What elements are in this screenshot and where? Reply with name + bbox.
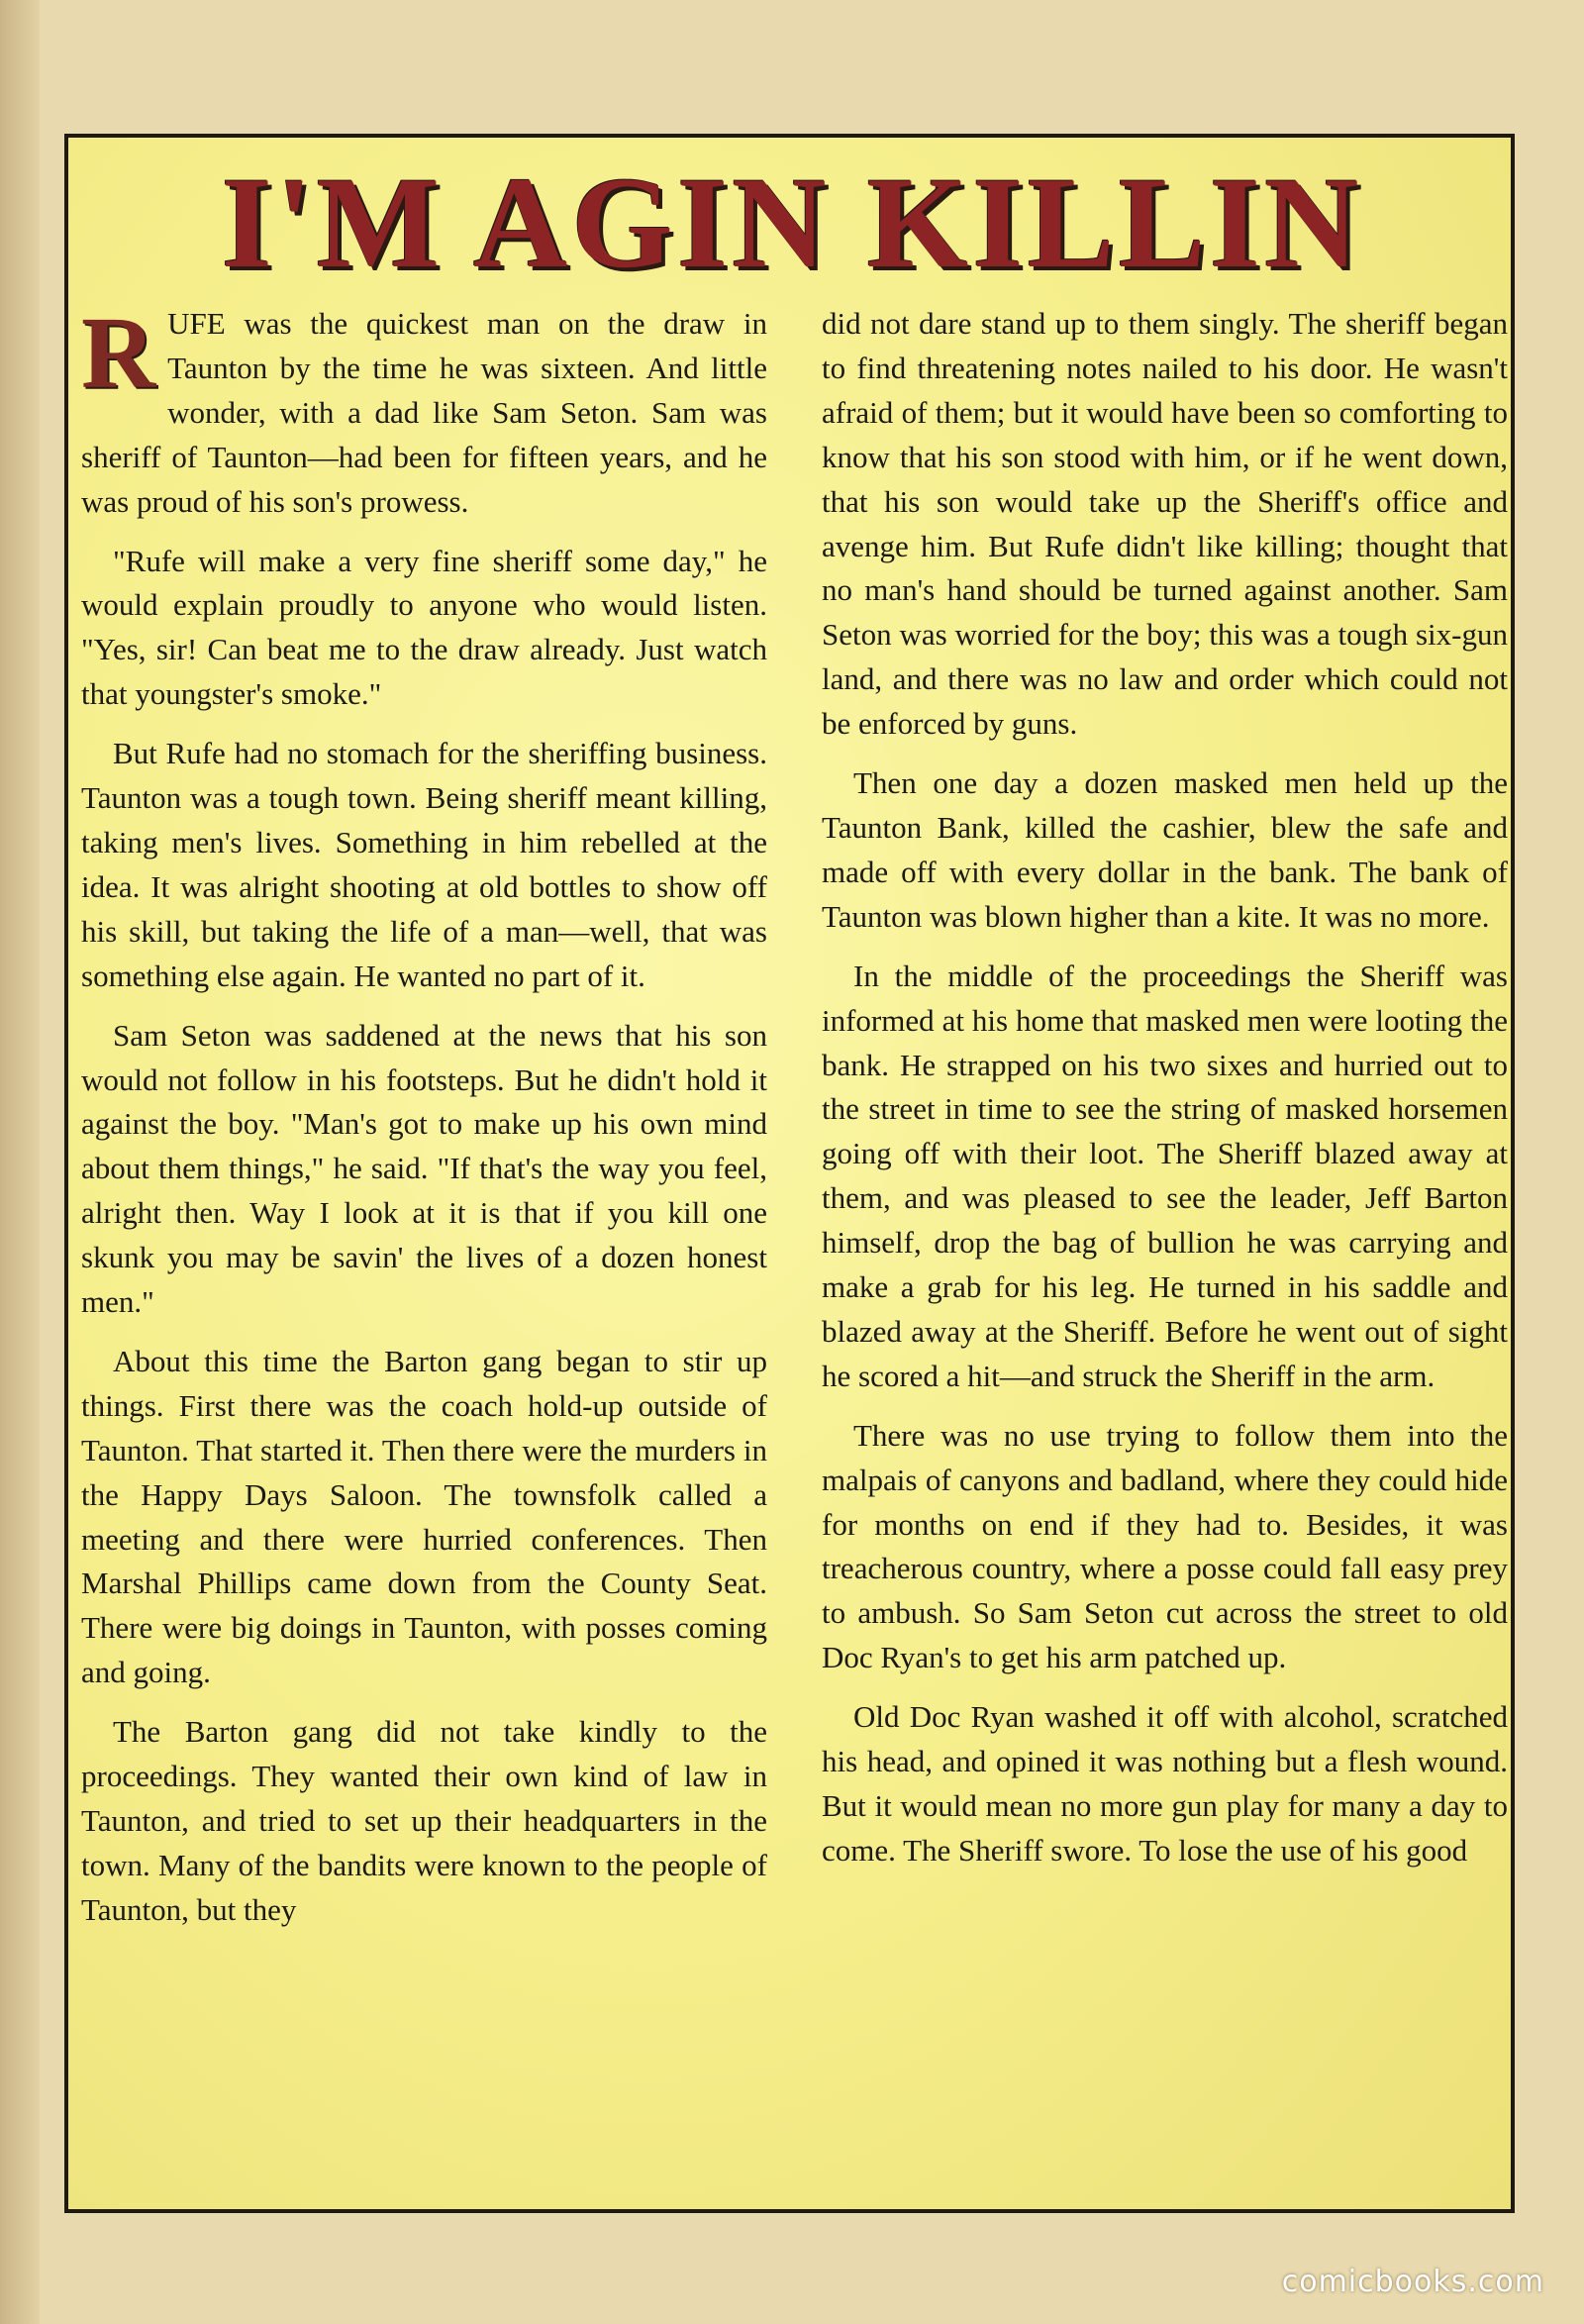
paragraph: Old Doc Ryan washed it off with alcohol, scratched his head, and opined it was nothing but a flesh wound. But it would mean no more gun play for many a day to come. The Sheriff swore. To lose the use of his good	[822, 1699, 1508, 1868]
story-title: I'M AGIN KILLIN	[221, 150, 1363, 295]
drop-cap-letter: R	[81, 296, 156, 410]
right-column	[822, 302, 1508, 1888]
paragraph: did not dare stand up to them singly. The sheriff began to find threatening notes nailed to his door. He wasn't afraid of them; but it would have been so comforting to know that his son stood with him, or if he went down, that his son would take up the Sheriff's office and avenge him. But Rufe didn't like killing; thought that no man's hand should be turned against another. Sam Seton was worried for the boy; this was a tough six-gun land, and there was no law and order which could not be enforced by guns.	[822, 306, 1508, 742]
paragraph: The Barton gang did not take kindly to the proceedings. They wanted their own kind of law in Taunton, and tried to set up their headquarters in the town. Many of the bandits were known to the people of Taunton, but they	[81, 1714, 767, 1927]
site-watermark: comicbooks.com	[1281, 2265, 1544, 2299]
paragraph: Sam Seton was saddened at the news that his son would not follow in his footsteps. But he didn't hold it against the boy. "Man's got to make up his own mind about them things," he said. "If that's the way you feel, alright then. Way I look at it is that if you kill one skunk you may be savin' the lives of a dozen honest men."	[81, 1017, 767, 1320]
paragraph: Then one day a dozen masked men held up the Taunton Bank, killed the cashier, blew the safe and made off with every dollar in the bank. The bank of Taunton was blown higher than a kite. It was no more.	[822, 765, 1508, 934]
paragraph-text: UFE was the quickest man on the draw in Taunton by the time he was sixteen. And little wonder, with a dad like Sam Seton. Sam was sheriff of Taunton—had been for fifteen years, and he was proud of his son's prowess.	[81, 306, 767, 519]
left-column	[81, 296, 767, 1948]
paragraph: But Rufe had no stomach for the sheriffing business. Taunton was a tough town. Being sheriff meant killing, taking men's lives. Something in him rebelled at the idea. It was alright shooting at old bottles to show off his skill, but taking the life of a man—well, that was something else again. He wanted no part of it.	[81, 736, 767, 993]
page-binding-edge	[0, 0, 40, 2324]
paragraph: There was no use trying to follow them into the malpais of canyons and badland, where they could hide for months on end if they had to. Besides, it was treacherous country, where a posse could fall easy prey to ambush. So Sam Seton cut across the street to old Doc Ryan's to get his arm patched up.	[822, 1417, 1508, 1675]
paragraph	[81, 296, 767, 525]
paragraph: In the middle of the proceedings the Sheriff was informed at his home that masked men were looting the bank. He strapped on his two sixes and hurried out to the street in time to see the string of masked horsemen going off with their loot. The Sheriff blazed away at them, and was pleased to see the leader, Jeff Barton himself, drop the bag of bullion he was carrying and make a grab for his leg. He turned in his saddle and blazed away at the Sheriff. Before he went out of sight he scored a hit—and struck the Sheriff in the arm.	[822, 958, 1508, 1393]
paragraph: About this time the Barton gang began to stir up things. First there was the coach hold-up outside of Taunton. That started it. Then there were the murders in the Happy Days Saloon. The townsfolk called a meeting and there were hurried conferences. Then Marshal Phillips came down from the County Seat. There were big doings in Taunton, with posses coming and going.	[81, 1343, 767, 1690]
paragraph: "Rufe will make a very fine sheriff some day," he would explain proudly to anyone who would listen. "Yes, sir! Can beat me to the draw already. Just watch that youngster's smoke."	[81, 543, 767, 712]
